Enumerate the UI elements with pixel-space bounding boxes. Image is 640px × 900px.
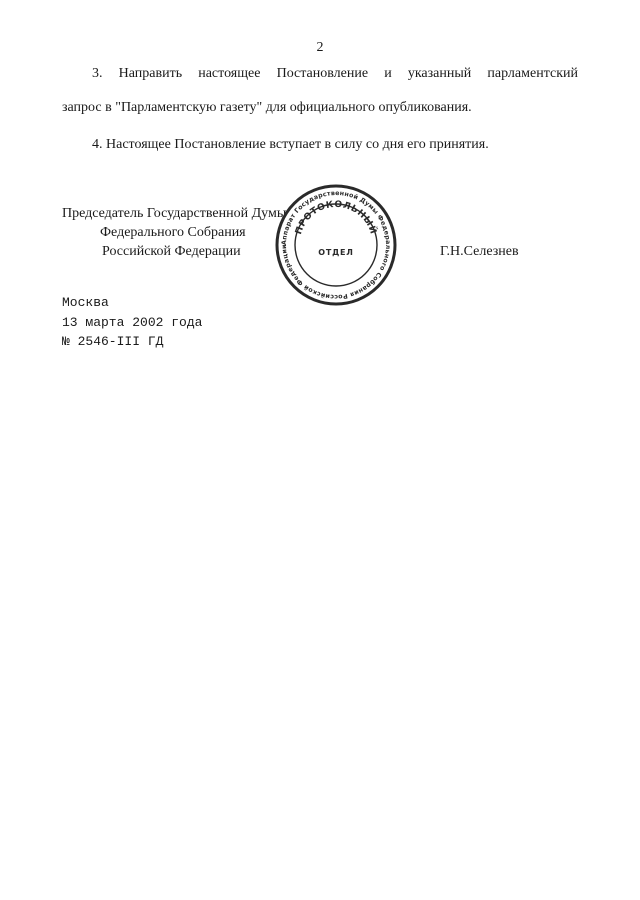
signatory-title-line-3: Российской Федерации xyxy=(102,244,241,259)
paragraph-3-line-1: 3. Направить настоящее Постановление и указанный парламентский xyxy=(92,66,578,81)
paragraph-4: 4. Настоящее Постановление вступает в силу со дня его принятия. xyxy=(92,137,489,152)
paragraph-3-line-2: запрос в "Парламентскую газету" для официального опубликования. xyxy=(62,100,472,115)
footer-city: Москва xyxy=(62,295,109,310)
footer-date: 13 марта 2002 года xyxy=(62,315,203,330)
footer-document-number: № 2546-III ГД xyxy=(62,334,164,349)
stamp-inner-text-top: ПРОТОКОЛЬНЫЙ xyxy=(294,199,378,236)
stamp-inner-text-center: ОТДЕЛ xyxy=(318,248,354,257)
page-number: 2 xyxy=(316,40,324,55)
signatory-title-line-1: Председатель Государственной Думы xyxy=(62,206,287,221)
signatory-title-line-2: Федерального Собрания xyxy=(100,225,246,240)
official-seal-stamp xyxy=(274,183,398,307)
signatory-name: Г.Н.Селезнев xyxy=(440,244,519,259)
stamp-outer-text: Аппарат Государственной Думы Федерального Собрания Российской Федерации xyxy=(280,189,392,301)
